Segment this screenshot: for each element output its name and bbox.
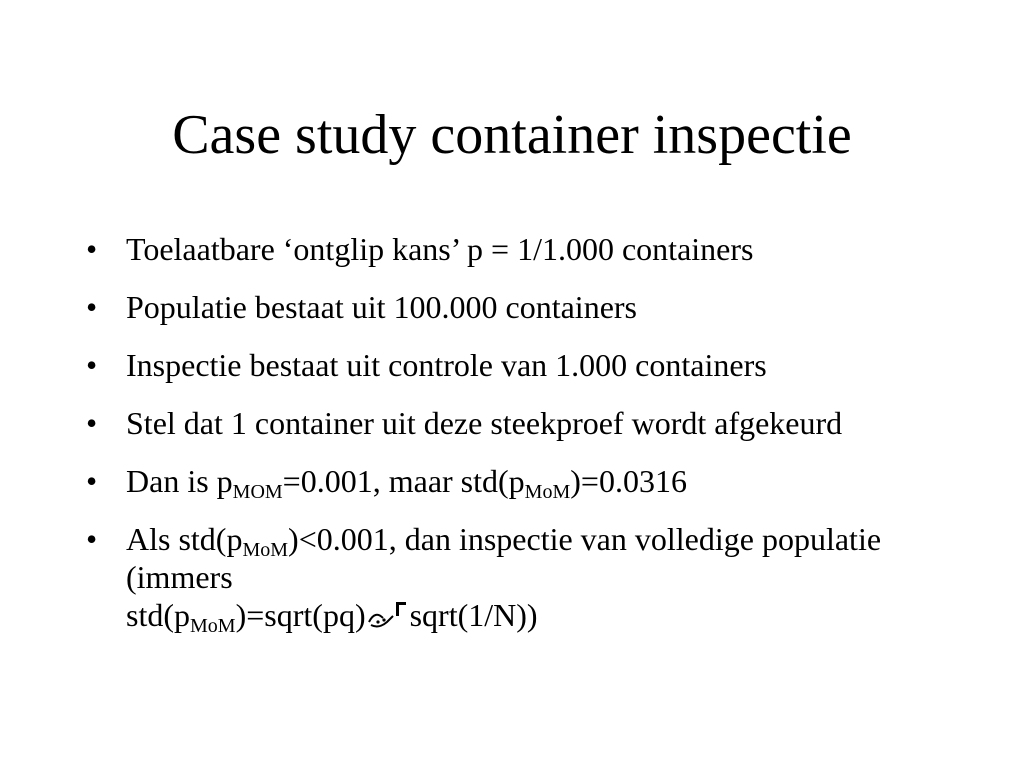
bullet-item — [86, 462, 966, 503]
bullet-item — [86, 404, 966, 442]
bullet-text-part: =0.001, maar std(p — [282, 463, 525, 499]
approx-symbol-icon — [366, 600, 410, 628]
bullet-marker: • — [86, 231, 98, 267]
bullet-marker: • — [86, 463, 98, 499]
bullet-text-part: )<0.001, dan inspectie van volledige populatie (immers — [126, 521, 882, 595]
subscript: MoM — [524, 481, 571, 503]
bullet-item — [86, 520, 966, 637]
bullet-item — [86, 346, 966, 384]
bullet-text-part: )=0.0316 — [570, 463, 687, 499]
bullet-text-part: sqrt(1/N)) — [409, 597, 538, 633]
bullet-list — [86, 230, 966, 654]
subscript: MoM — [242, 539, 289, 561]
bullet-marker: • — [86, 347, 98, 383]
bullet-text: Stel dat 1 container uit deze steekproef wordt afgekeurd — [126, 405, 843, 441]
slide-title: Case study container inspectie — [172, 104, 852, 166]
subscript: MOM — [232, 481, 283, 503]
bullet-text: Toelaatbare ‘ontglip kans’ p = 1/1.000 containers — [126, 231, 754, 267]
subscript: MoM — [190, 615, 236, 637]
bullet-text: Populatie bestaat uit 100.000 containers — [126, 289, 637, 325]
bullet-marker: • — [86, 289, 98, 325]
bullet-text-part: Als std(p — [126, 521, 243, 557]
bullet-text-part: )=sqrt(pq) — [235, 597, 366, 633]
bullet-text: Inspectie bestaat uit controle van 1.000 containers — [126, 347, 767, 383]
bullet-item — [86, 288, 966, 326]
bullet-text-part: Dan is p — [126, 463, 233, 499]
bullet-text-part: std(p — [126, 597, 190, 633]
bullet-marker: • — [86, 521, 98, 557]
bullet-item — [86, 230, 966, 268]
bullet-marker: • — [86, 405, 98, 441]
